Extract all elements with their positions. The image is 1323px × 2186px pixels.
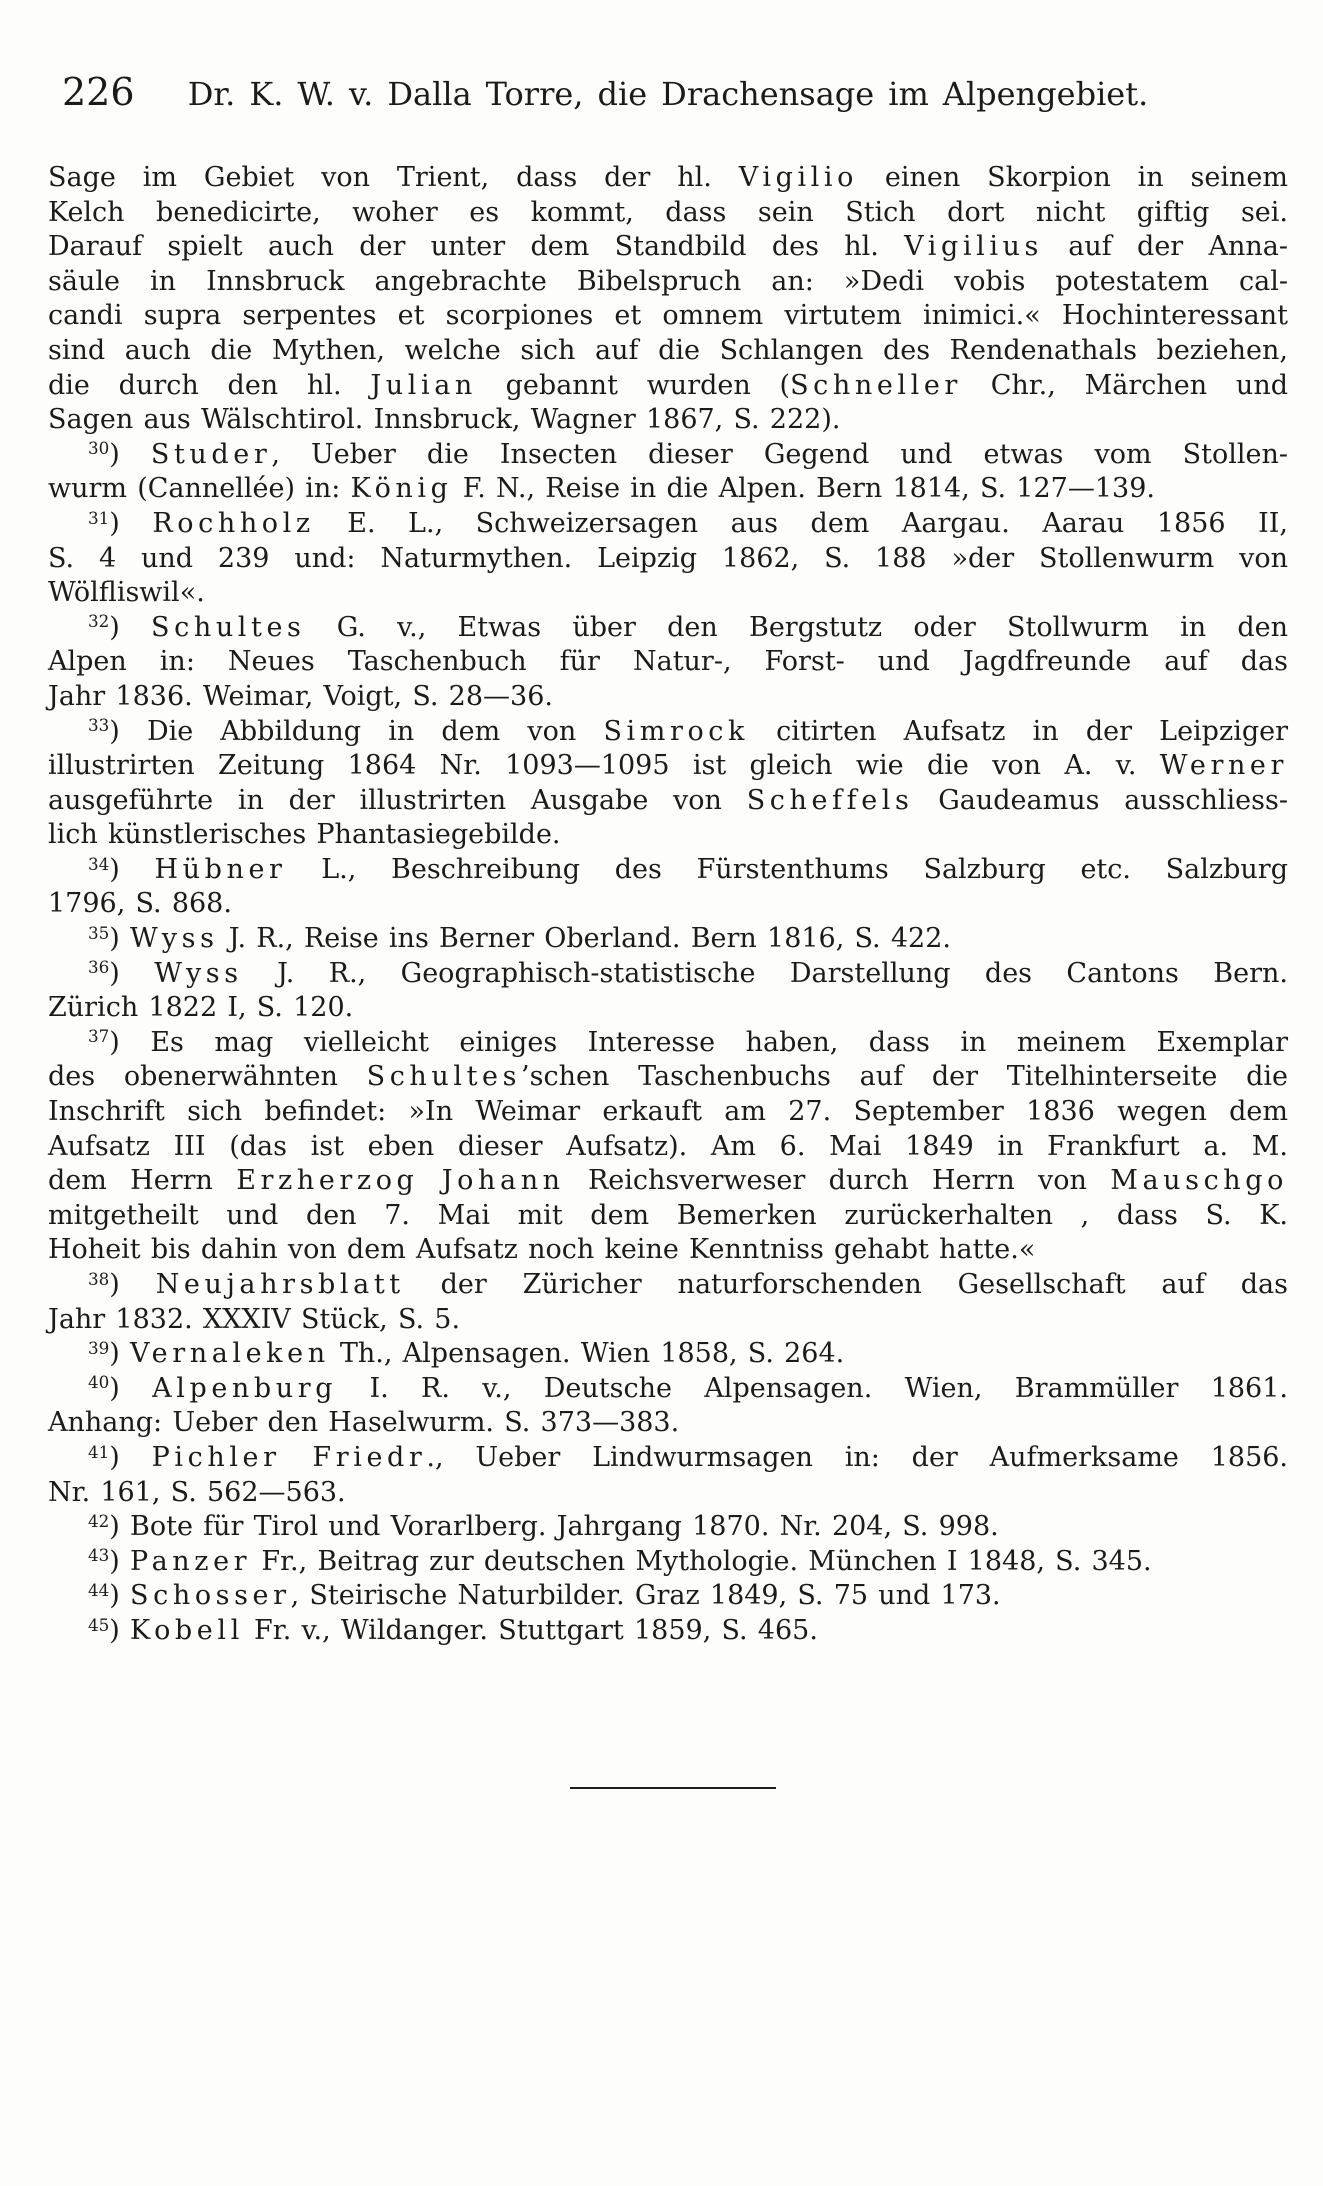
text-segment: Die Abbildung in dem von: [146, 715, 604, 747]
text-segment: J. R., Geographisch-statistische Darstellung des Cantons Bern.: [242, 957, 1288, 989]
text-line: [48, 991, 1288, 1026]
text-line: [48, 1406, 1288, 1441]
paragraph: [48, 161, 1288, 438]
footnote-paren: ): [109, 853, 155, 885]
letterspaced-name: Johann: [441, 1165, 565, 1197]
footnote-paren: ): [109, 1269, 156, 1300]
footnote-number: 38: [88, 1268, 110, 1289]
text-segment: wurm (Cannellée) in:: [48, 473, 351, 505]
text-segment: Aufsatz III (das ist eben dieser Aufsatz). Am 6. Mai 1849 in Frankfurt a. M.: [48, 1130, 1288, 1162]
text-line: [48, 1233, 1288, 1268]
text-segment: gebannt wurden (: [476, 369, 791, 401]
text-segment: Reichsverweser durch Herrn von: [564, 1165, 1111, 1197]
text-line: [48, 957, 1288, 992]
text-segment: Es mag vielleicht einiges Interesse haben, dass in meinem Exemplar: [150, 1026, 1288, 1058]
letterspaced-name: Alpenburg: [152, 1372, 338, 1404]
text-segment: lich künstlerisches Phantasiegebilde.: [48, 819, 561, 851]
footnote-number: 44: [88, 1579, 110, 1600]
text-segment: Fr., Beitrag zur deutschen Mythologie. München I 1848, S. 345.: [251, 1545, 1152, 1577]
text-segment: ’schen Taschenbuchs auf der Titelhinterseite die: [521, 1061, 1288, 1093]
footnote-paren: ): [109, 1545, 131, 1577]
text-line: [48, 1199, 1288, 1234]
letterspaced-name: Schosser: [130, 1580, 291, 1612]
text-line: [48, 1510, 1288, 1545]
text-segment: Darauf spielt auch der unter dem Standbild des hl.: [48, 231, 905, 263]
letterspaced-name: Erzherzog: [236, 1165, 419, 1197]
text-segment: [418, 1165, 441, 1196]
text-segment: L., Beschreibung des Fürstenthums Salzburg etc. Salzburg: [286, 853, 1288, 885]
footnote-number: 32: [88, 611, 110, 632]
text-segment: Nr. 161, S. 562—563.: [48, 1476, 346, 1508]
text-segment: einen Skorpion in seinem: [857, 162, 1288, 193]
paragraph: [48, 1579, 1288, 1614]
footnote-paren: ): [109, 611, 152, 643]
footnote-paren: ): [109, 957, 155, 989]
text-line: [48, 1441, 1288, 1476]
letterspaced-name: Studer: [150, 438, 272, 470]
text-segment: sind auch die Mythen, welche sich auf die Schlangen des Rendenathals beziehen,: [48, 334, 1288, 366]
text-line: [48, 472, 1288, 507]
letterspaced-name: Vigilius: [904, 231, 1043, 263]
footnote-number: 39: [88, 1337, 110, 1358]
paragraph: [48, 715, 1288, 853]
text-line: [48, 1545, 1288, 1580]
text-segment: Bote für Tirol und Vorarlberg. Jahrgang 1870. Nr. 204, S. 998.: [130, 1511, 999, 1543]
letterspaced-name: Julian: [370, 369, 477, 401]
text-line: [48, 922, 1288, 957]
footnote-paren: ): [109, 507, 153, 539]
text-line: [48, 749, 1288, 784]
text-segment: , Steirische Naturbilder. Graz 1849, S. 75 und 173.: [290, 1580, 1001, 1612]
text-line: [48, 887, 1288, 922]
footnote-paren: ): [109, 1372, 153, 1404]
text-segment: J. R., Reise ins Berner Oberland. Bern 1816, S. 422.: [218, 923, 951, 955]
letterspaced-name: Friedr: [312, 1441, 427, 1473]
page-header: [48, 72, 1288, 114]
letterspaced-name: Wyss: [154, 957, 243, 989]
text-line: [48, 645, 1288, 680]
running-title: Dr. K. W. v. Dalla Torre, die Drachensage im Alpengebiet.: [187, 75, 1149, 113]
text-segment: S. 4 und 239 und: Naturmythen. Leipzig 1862, S. 188 »der Stollenwurm von: [48, 542, 1288, 574]
paragraph: [48, 922, 1288, 957]
paragraph: [48, 1268, 1288, 1337]
text-line: [48, 507, 1288, 542]
page-number: 226: [62, 70, 135, 114]
text-line: [48, 1337, 1288, 1372]
section-divider: [570, 1787, 776, 1789]
text-line: [48, 196, 1288, 231]
footnote-number: 33: [88, 715, 110, 736]
footnote-number: 37: [88, 1026, 110, 1047]
text-segment: , Ueber die Insecten dieser Gegend und etwas vom Stollen-: [271, 438, 1288, 470]
text-line: [48, 1268, 1288, 1303]
text-segment: Zürich 1822 I, S. 120.: [48, 992, 354, 1024]
text-line: [48, 1614, 1288, 1649]
text-segment: Jahr 1836. Weimar, Voigt, S. 28—36.: [48, 680, 553, 712]
letterspaced-name: Vernaleken: [130, 1338, 330, 1370]
footnote-number: 41: [88, 1441, 110, 1462]
text-line: [48, 715, 1288, 750]
text-segment: illustrirten Zeitung 1864 Nr. 1093—1095 ist gleich wie die von A. v.: [48, 750, 1160, 782]
text-line: [48, 161, 1288, 196]
text-line: [48, 1060, 1288, 1095]
text-segment: F. N., Reise in die Alpen. Bern 1814, S. 127—139.: [452, 473, 1155, 505]
text-line: [48, 230, 1288, 265]
text-line: [48, 1303, 1288, 1338]
text-line: [48, 1476, 1288, 1511]
footnote-number: 34: [88, 853, 110, 874]
letterspaced-name: Scheffels: [746, 784, 914, 816]
text-segment: Sagen aus Wälschtirol. Innsbruck, Wagner 1867, S. 222).: [48, 404, 841, 436]
footnote-number: 45: [88, 1614, 110, 1635]
text-segment: Th., Alpensagen. Wien 1858, S. 264.: [329, 1338, 845, 1370]
text-line: [48, 1095, 1288, 1130]
text-segment: die durch den hl.: [48, 369, 371, 401]
text-segment: Anhang: Ueber den Haselwurm. S. 373—383.: [48, 1407, 680, 1439]
footnote-number: 36: [88, 957, 110, 978]
text-line: [48, 438, 1288, 473]
text-segment: Kelch benedicirte, woher es kommt, dass sein Stich dort nicht giftig sei.: [48, 196, 1288, 228]
letterspaced-name: Neujahrsblatt: [155, 1269, 405, 1300]
letterspaced-name: Vigilio: [738, 162, 858, 193]
paragraph: [48, 1510, 1288, 1545]
text-segment: Fr. v., Wildanger. Stuttgart 1859, S. 465.: [243, 1614, 818, 1646]
paragraph: [48, 1372, 1288, 1441]
letterspaced-name: Schultes: [151, 611, 306, 643]
text-line: [48, 1130, 1288, 1165]
footnote-paren: ): [109, 438, 151, 470]
text-segment: candi supra serpentes et scorpiones et omnem virtutem inimici.« Hochinteressant: [48, 300, 1288, 332]
text-segment: ., Ueber Lindwurmsagen in: der Aufmerksame 1856.: [426, 1441, 1289, 1473]
letterspaced-name: Pichler: [151, 1441, 281, 1473]
text-segment: citirten Aufsatz in der Leipziger: [748, 715, 1288, 747]
text-line: [48, 818, 1288, 853]
text-segment: ausgeführte in der illustrirten Ausgabe von: [48, 784, 747, 816]
paragraph: [48, 611, 1288, 715]
text-line: [48, 299, 1288, 334]
footnote-paren: ): [109, 715, 147, 747]
footnote-number: 43: [88, 1545, 110, 1566]
letterspaced-name: König: [350, 473, 453, 505]
footnote-paren: ): [109, 1511, 131, 1543]
paragraph: [48, 1026, 1288, 1268]
text-line: [48, 611, 1288, 646]
footnote-number: 31: [88, 507, 110, 528]
footnote-paren: ): [109, 1580, 131, 1612]
text-segment: Hoheit bis dahin von dem Aufsatz noch keine Kenntniss gehabt hatte.«: [48, 1234, 1036, 1266]
text-segment: G. v., Etwas über den Bergstutz oder Stollwurm in den: [305, 611, 1288, 643]
paragraph: [48, 1337, 1288, 1372]
text-line: [48, 1579, 1288, 1614]
text-segment: des obenerwähnten: [48, 1061, 367, 1093]
text-line: [48, 334, 1288, 369]
footnote-paren: ): [109, 1614, 131, 1646]
text-line: [48, 403, 1288, 438]
text-segment: Wölfliswil«.: [48, 577, 205, 609]
text-segment: I. R. v., Deutsche Alpensagen. Wien, Brammüller 1861.: [337, 1372, 1288, 1404]
letterspaced-name: Werner: [1159, 750, 1288, 782]
text-line: [48, 1372, 1288, 1407]
text-segment: der Züricher naturforschenden Gesellschaft auf das: [404, 1269, 1288, 1300]
text-line: [48, 680, 1288, 715]
letterspaced-name: Kobell: [130, 1614, 244, 1646]
footnote-paren: ): [109, 1338, 131, 1370]
letterspaced-name: Wyss: [130, 923, 219, 955]
paragraph: [48, 853, 1288, 922]
text-line: [48, 542, 1288, 577]
paragraph: [48, 1545, 1288, 1580]
letterspaced-name: Mauschgo: [1110, 1165, 1289, 1197]
footnote-paren: ): [109, 1026, 151, 1058]
paragraph: [48, 1441, 1288, 1510]
text-line: [48, 1164, 1288, 1199]
footnote-number: 30: [88, 438, 110, 459]
letterspaced-name: Hübner: [154, 853, 287, 885]
letterspaced-name: Panzer: [130, 1545, 252, 1577]
text-segment: dem Herrn: [48, 1165, 237, 1197]
text-segment: Alpen in: Neues Taschenbuch für Natur-, Forst- und Jagdfreunde auf das: [48, 646, 1288, 678]
paragraph: [48, 438, 1288, 507]
text-line: [48, 576, 1288, 611]
paragraph: [48, 957, 1288, 1026]
paragraph: [48, 1614, 1288, 1649]
text-segment: mitgetheilt und den 7. Mai mit dem Bemerken zurückerhalten , dass S. K.: [48, 1199, 1288, 1231]
letterspaced-name: Rochholz: [152, 507, 315, 539]
text-segment: Sage im Gebiet von Trient, dass der hl.: [48, 162, 739, 193]
footnote-number: 42: [88, 1510, 110, 1531]
letterspaced-name: Schneller: [790, 369, 962, 401]
letterspaced-name: Simrock: [603, 715, 749, 747]
text-segment: E. L., Schweizersagen aus dem Aargau. Aarau 1856 II,: [314, 507, 1288, 539]
letterspaced-name: Schultes: [366, 1061, 522, 1093]
text-segment: säule in Innsbruck angebrachte Bibelspruch an: »Dedi vobis potestatem cal-: [48, 265, 1288, 297]
text-line: [48, 265, 1288, 300]
text-segment: Gaudeamus ausschliess-: [913, 784, 1288, 816]
text-segment: [281, 1442, 313, 1473]
text-line: [48, 853, 1288, 888]
paragraph: [48, 507, 1288, 611]
footnote-paren: ): [109, 1441, 152, 1473]
text-line: [48, 784, 1288, 819]
footnote-paren: ): [109, 923, 131, 955]
footnote-number: 40: [88, 1372, 110, 1393]
text-line: [48, 369, 1288, 404]
text-segment: auf der Anna-: [1042, 231, 1288, 263]
text-segment: Inschrift sich befindet: »In Weimar erkauft am 27. September 1836 wegen dem: [48, 1096, 1288, 1128]
text-segment: 1796, S. 868.: [48, 888, 232, 920]
body-text: [48, 161, 1288, 1649]
text-segment: Jahr 1832. XXXIV Stück, S. 5.: [48, 1303, 461, 1335]
footnote-number: 35: [88, 922, 110, 943]
text-segment: Chr., Märchen und: [961, 369, 1288, 401]
text-line: [48, 1026, 1288, 1061]
